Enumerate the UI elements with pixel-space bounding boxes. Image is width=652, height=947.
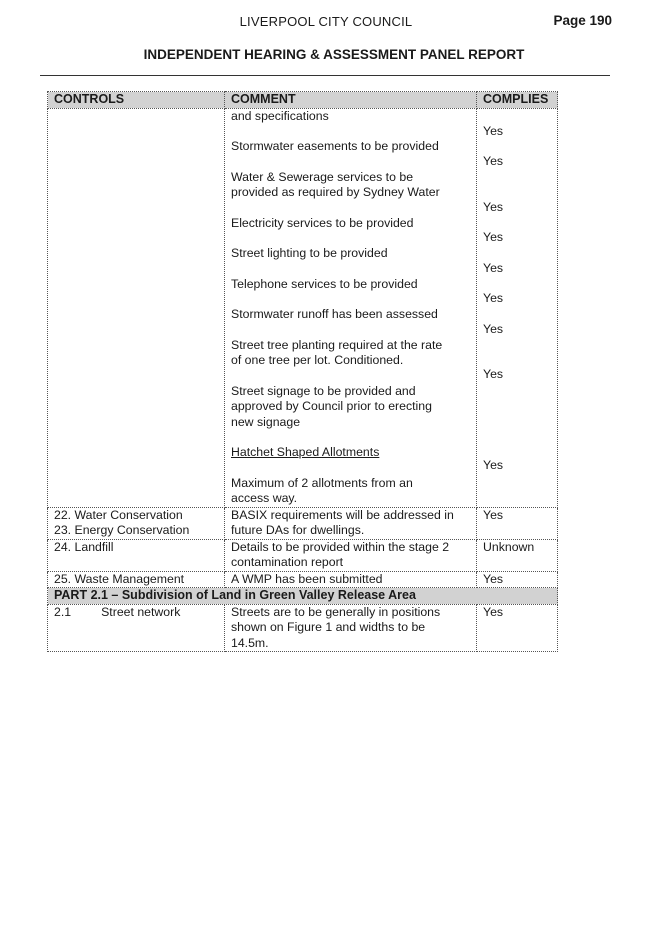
- table-row: [48, 507, 558, 539]
- control-label: 23. Energy Conservation: [54, 523, 190, 537]
- comment-line: Water & Sewerage services to be: [231, 169, 414, 184]
- report-title: INDEPENDENT HEARING & ASSESSMENT PANEL REPORT: [143, 47, 525, 62]
- complies-value: Yes: [483, 367, 504, 381]
- complies-cell: [477, 108, 558, 507]
- complies-value: Yes: [483, 321, 504, 336]
- complies-value: Yes: [483, 123, 504, 138]
- complies-cell: Yes: [477, 507, 558, 539]
- column-header-complies: COMPLIES: [477, 92, 558, 109]
- comment-line: shown on Figure 1 and widths to be: [231, 620, 426, 634]
- comment-line: access way.: [231, 491, 298, 505]
- controls-cell: [48, 604, 225, 652]
- comment-line: Electricity services to be provided: [231, 215, 414, 230]
- complies-cell: Yes: [477, 571, 558, 588]
- part-heading-row: [48, 588, 558, 605]
- council-name: LIVERPOOL CITY COUNCIL: [239, 14, 413, 29]
- table-row: [48, 571, 558, 588]
- comment-line: 14.5m.: [231, 635, 269, 650]
- page-number: Page 190: [553, 13, 612, 28]
- comment-line: new signage: [231, 414, 301, 429]
- comment-line: Details to be provided within the stage 2: [231, 539, 450, 554]
- column-header-controls: CONTROLS: [48, 92, 225, 109]
- comment-line: Street tree planting required at the rate: [231, 337, 443, 352]
- controls-cell: 24. Landfill: [48, 539, 225, 571]
- comment-line: Street signage to be provided and: [231, 383, 416, 398]
- comment-line: contamination report: [231, 555, 344, 569]
- comment-subheading: Hatchet Shaped Allotments: [231, 445, 380, 459]
- control-number: 2.1: [54, 604, 72, 619]
- comment-line: Stormwater runoff has been assessed: [231, 307, 438, 321]
- controls-cell: [48, 507, 225, 539]
- part-heading: PART 2.1 – Subdivision of Land in Green Valley Release Area: [48, 588, 558, 605]
- comment-line: approved by Council prior to erecting: [231, 399, 432, 413]
- control-label: 22. Water Conservation: [54, 507, 183, 522]
- comment-line: Maximum of 2 allotments from an: [231, 475, 413, 490]
- complies-value: Yes: [483, 457, 504, 472]
- complies-value: Yes: [483, 260, 504, 275]
- comment-line: Streets are to be generally in positions: [231, 604, 441, 619]
- complies-value: Yes: [483, 291, 504, 305]
- complies-value: Yes: [483, 230, 504, 244]
- controls-table: [47, 91, 558, 652]
- control-label: Street network: [101, 604, 181, 619]
- comment-line: Street lighting to be provided: [231, 246, 388, 260]
- comment-cell: [225, 604, 477, 652]
- comment-cell: [225, 108, 477, 507]
- header-divider: [40, 75, 610, 76]
- comment-line: Telephone services to be provided: [231, 276, 418, 291]
- comment-line: BASIX requirements will be addressed in: [231, 507, 454, 522]
- comment-cell: [225, 507, 477, 539]
- controls-cell: 25. Waste Management: [48, 571, 225, 588]
- column-header-comment: COMMENT: [225, 92, 477, 109]
- comment-line: Stormwater easements to be provided: [231, 139, 439, 153]
- controls-cell: [48, 108, 225, 507]
- comment-line: future DAs for dwellings.: [231, 523, 365, 537]
- comment-line: provided as required by Sydney Water: [231, 185, 440, 199]
- complies-cell: Unknown: [477, 539, 558, 571]
- table-row: [48, 108, 558, 507]
- table-row: [48, 604, 558, 652]
- complies-cell: Yes: [477, 604, 558, 652]
- complies-value: Yes: [483, 154, 504, 168]
- comment-cell: [225, 539, 477, 571]
- comment-line: of one tree per lot. Conditioned.: [231, 353, 404, 367]
- comment-cell: A WMP has been submitted: [225, 571, 477, 588]
- table-header-row: [48, 92, 558, 109]
- complies-value: Yes: [483, 199, 504, 214]
- table-row: [48, 539, 558, 571]
- comment-line: and specifications: [231, 108, 329, 123]
